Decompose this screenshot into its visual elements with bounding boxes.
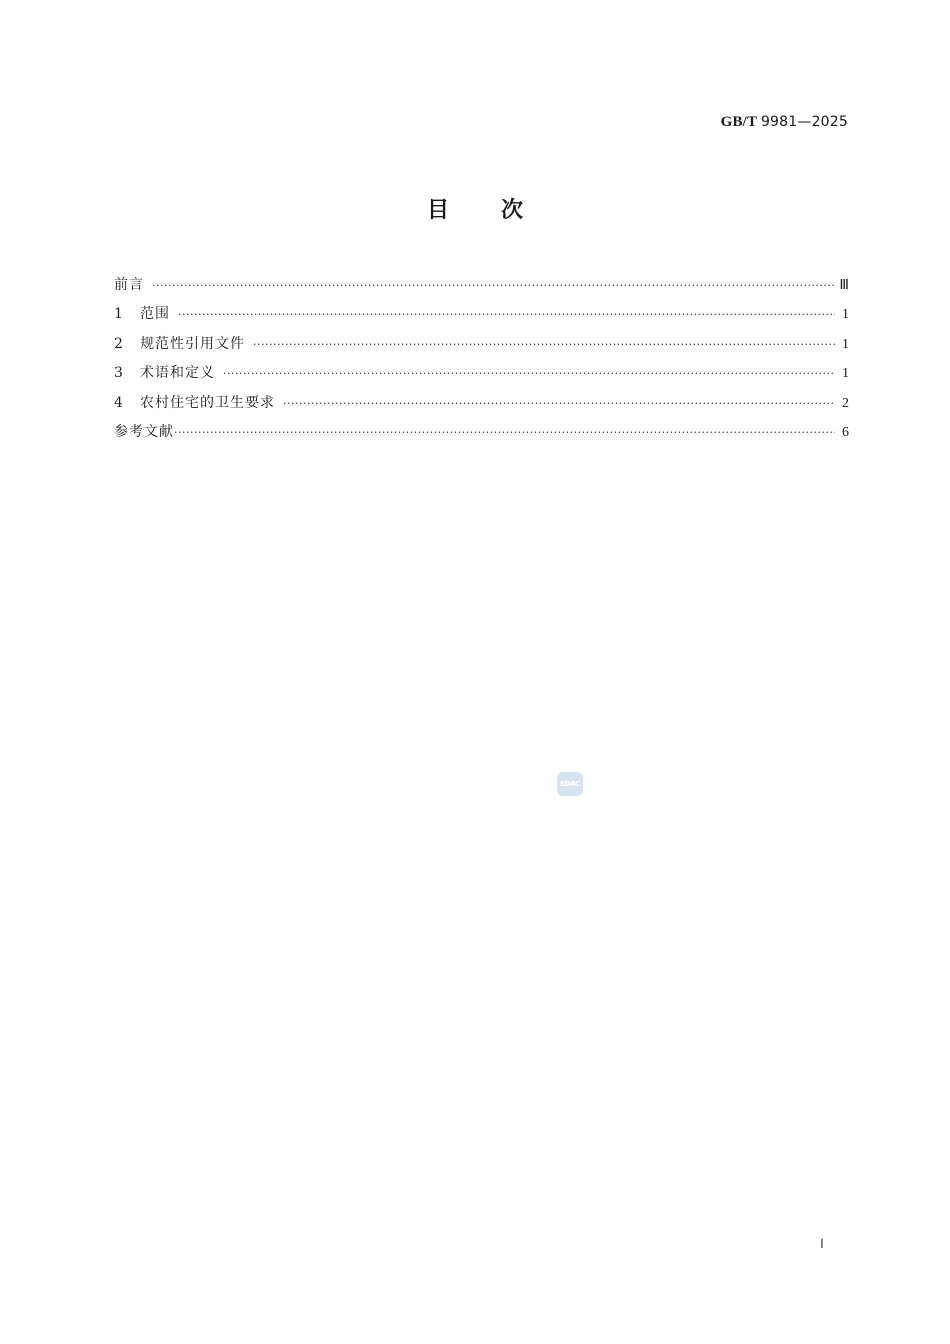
toc-entry-label: 术语和定义	[140, 365, 215, 382]
toc-entry-label: 参考文献	[114, 423, 174, 440]
toc-entry-page: 6	[842, 424, 849, 440]
toc-entry-number: 3	[114, 365, 123, 382]
toc-entry-foreword[interactable]	[114, 271, 849, 300]
toc-dot-leader	[174, 418, 835, 447]
table-of-contents	[114, 271, 849, 447]
toc-entry-number: 1	[114, 306, 123, 323]
toc-entry-normative-references[interactable]	[114, 330, 849, 359]
standard-code: 9981—2025	[760, 114, 848, 130]
toc-entry-label: 范围	[140, 306, 170, 323]
toc-entry-page: 1	[842, 366, 849, 382]
toc-dot-leader	[152, 271, 835, 300]
page-title: 目次	[426, 198, 575, 223]
watermark-logo: SDAC	[557, 772, 583, 796]
toc-dot-leader	[283, 389, 835, 418]
toc-entry-number: 4	[114, 394, 123, 411]
toc-entry-bibliography[interactable]	[114, 418, 849, 447]
standard-number	[721, 114, 848, 131]
toc-entry-page: 1	[842, 336, 849, 352]
toc-entry-label: 规范性引用文件	[140, 335, 245, 352]
toc-entry-scope[interactable]	[114, 300, 849, 329]
toc-dot-leader	[223, 359, 835, 388]
toc-dot-leader	[178, 300, 835, 329]
toc-entry-page: 1	[842, 307, 849, 323]
toc-entry-terms[interactable]	[114, 359, 849, 388]
page-number: Ⅰ	[820, 1236, 824, 1251]
toc-entry-page: Ⅲ	[839, 278, 849, 293]
toc-entry-page: 2	[842, 395, 849, 411]
toc-entry-requirements[interactable]	[114, 389, 849, 418]
toc-entry-number: 2	[114, 335, 123, 352]
toc-entry-label: 农村住宅的卫生要求	[140, 394, 275, 411]
toc-entry-label: 前言	[114, 277, 144, 293]
standard-prefix: GB/T	[720, 114, 757, 130]
toc-dot-leader	[253, 330, 835, 359]
